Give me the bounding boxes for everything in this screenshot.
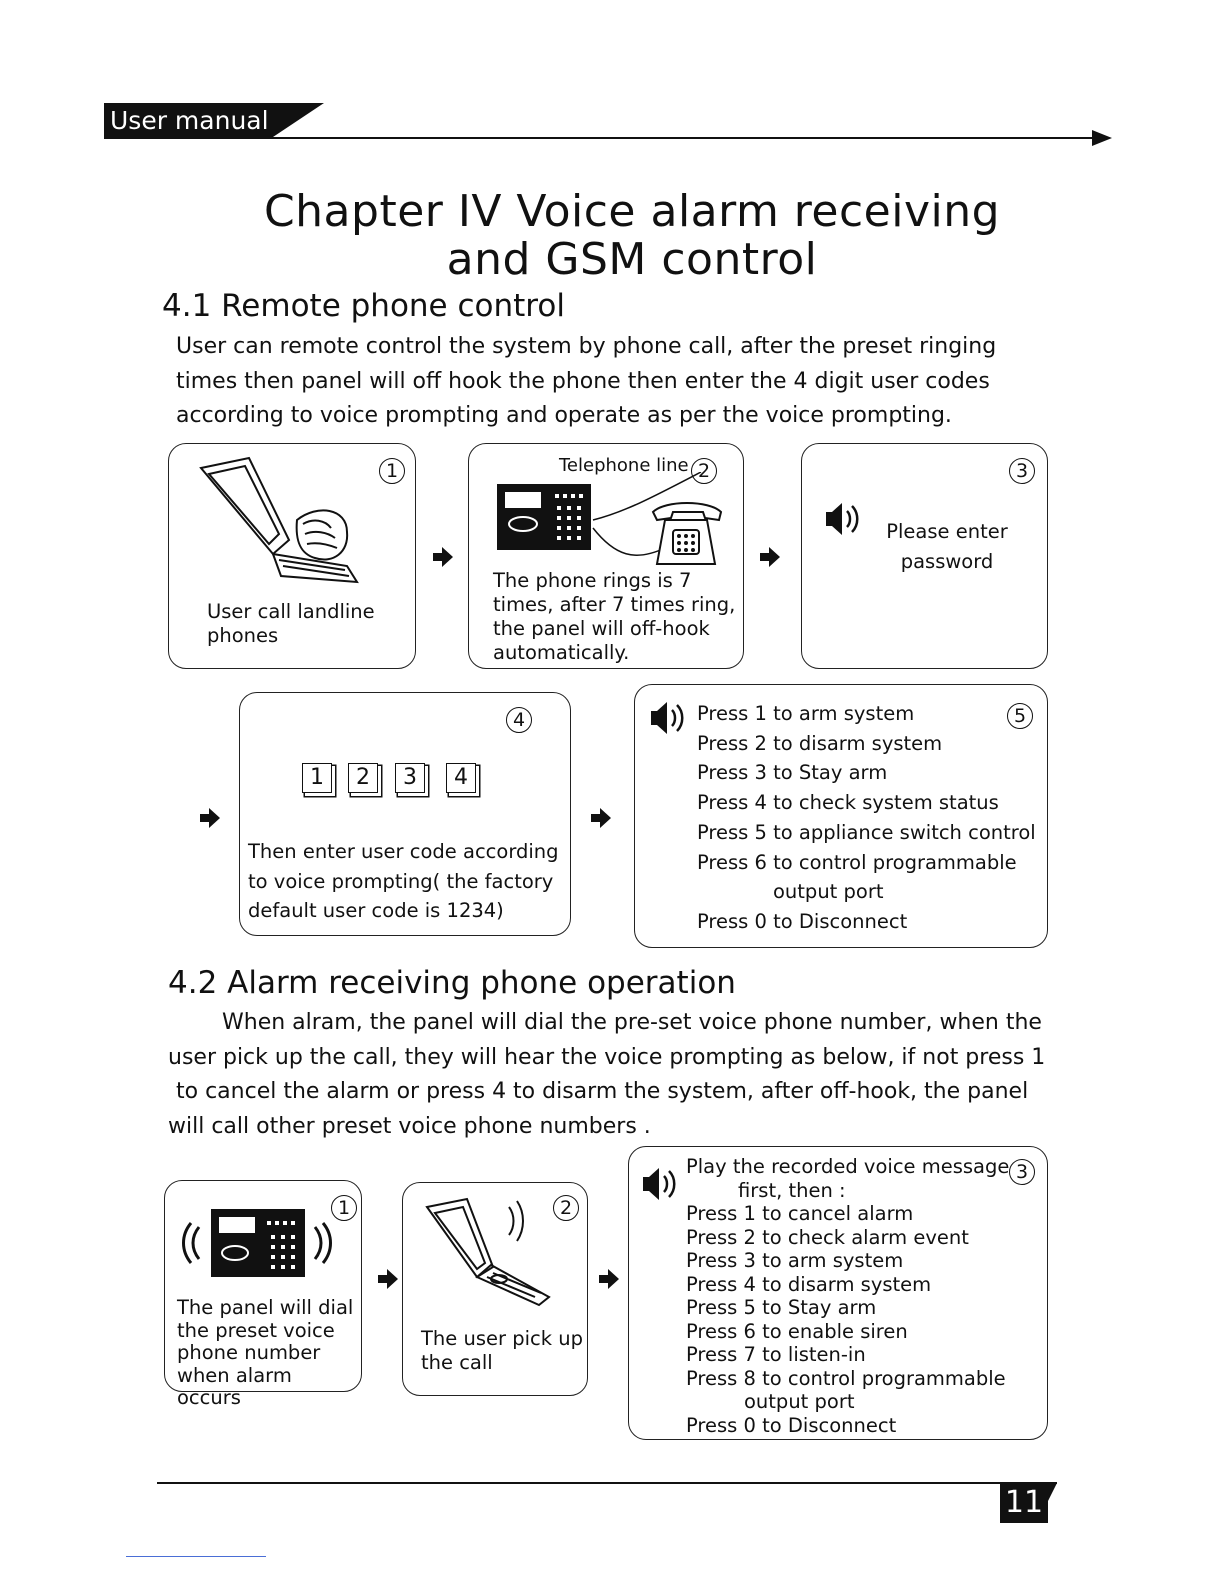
caption-line: The phone rings is 7 xyxy=(493,569,692,592)
menu-line: Press 6 to enable siren xyxy=(686,1319,908,1343)
flow-arrow-icon xyxy=(200,808,220,828)
alarm-panel-ringing-icon xyxy=(177,1201,337,1281)
menu-line: Press 3 to Stay arm xyxy=(697,761,888,785)
chapter-title-line2: and GSM control xyxy=(446,234,818,285)
page-number-wedge xyxy=(1047,1483,1057,1503)
paragraph-line: will call other preset voice phone numbers . xyxy=(168,1113,651,1139)
flow-arrow-icon xyxy=(760,547,780,567)
alarm-panel-telephone-icon xyxy=(495,472,725,572)
menu-line: Press 4 to disarm system xyxy=(686,1272,932,1296)
step-number: 5 xyxy=(1007,703,1033,729)
flow-arrow-icon xyxy=(599,1269,619,1289)
menu-line: Press 2 to disarm system xyxy=(697,731,943,755)
menu-line: output port xyxy=(744,1390,855,1413)
caption-line: Please enter xyxy=(886,520,1008,543)
step2-caption xyxy=(493,569,735,665)
menu-line: Press 3 to arm system xyxy=(686,1249,904,1272)
menu-line: Press 1 to cancel alarm xyxy=(686,1202,914,1225)
menu-line: Press 5 to appliance switch control xyxy=(697,820,1036,844)
bottom-link-underline xyxy=(126,1556,266,1557)
menu-line: Play the recorded voice message xyxy=(686,1155,1010,1178)
section-title-remote-control: 4.1 Remote phone control xyxy=(162,288,565,324)
menu-line: Press 2 to check alarm event xyxy=(686,1225,969,1249)
caption-line: phone number xyxy=(177,1341,321,1364)
alarm-step3-menu xyxy=(686,1155,1009,1437)
step-number: 3 xyxy=(1009,1159,1035,1185)
paragraph-line: When alram, the panel will dial the pre-set voice phone number, when the xyxy=(222,1010,1042,1035)
caption-line: automatically. xyxy=(493,641,630,664)
caption-line: times, after 7 times ring, xyxy=(493,593,736,616)
step-number: 3 xyxy=(1009,458,1035,484)
menu-line: Press 7 to listen-in xyxy=(686,1343,866,1366)
menu-line: Press 0 to Disconnect xyxy=(686,1413,897,1437)
header-rule xyxy=(104,137,1094,139)
step4-caption xyxy=(248,837,559,926)
flow-arrow-icon xyxy=(378,1269,398,1289)
alarm-step1-box xyxy=(164,1180,362,1409)
step-number: 2 xyxy=(553,1195,579,1221)
step-number: 1 xyxy=(331,1195,357,1221)
caption-line: the panel will off-hook xyxy=(493,617,710,640)
caption-line: when alarm occurs xyxy=(177,1363,292,1409)
alarm-step2-caption xyxy=(421,1327,583,1375)
menu-line: Press 8 to control programmable xyxy=(686,1366,1006,1390)
menu-line: output port xyxy=(773,880,884,904)
step3-caption xyxy=(842,520,1052,574)
caption-line: to voice prompting( the factory xyxy=(248,869,554,893)
step1-caption xyxy=(207,600,375,648)
step2-box xyxy=(468,443,744,669)
menu-line: Press 4 to check system status xyxy=(697,791,999,815)
caption-line: phones xyxy=(207,624,279,647)
paragraph-line: to cancel the alarm or press 4 to disarm the system, after off-hook, the panel xyxy=(176,1079,1029,1104)
caption-line: default user code is 1234) xyxy=(248,899,504,922)
step-number: 2 xyxy=(691,458,717,484)
menu-line: Press 6 to control programmable xyxy=(697,850,1017,874)
caption-line: The user pick up xyxy=(421,1327,583,1350)
alarm-step2-box xyxy=(402,1182,588,1396)
menu-line: Press 0 to Disconnect xyxy=(697,909,908,933)
paragraph-line: according to voice prompting and operate as per the voice prompting. xyxy=(176,403,952,428)
mobile-phone-hand-icon xyxy=(197,454,367,586)
caption-line: Then enter user code according xyxy=(248,840,559,863)
paragraph-line: times then panel will off hook the phone then enter the 4 digit user codes xyxy=(176,368,990,394)
step3-box xyxy=(801,443,1048,669)
mobile-phone-icon xyxy=(421,1193,561,1311)
keypad-key: 2 xyxy=(348,763,378,793)
keypad-key: 3 xyxy=(395,763,425,793)
caption-line: The panel will dial xyxy=(177,1296,354,1319)
section2-paragraph xyxy=(168,1006,1088,1144)
menu-line: first, then : xyxy=(738,1178,846,1202)
flow-arrow-icon xyxy=(433,547,453,567)
chapter-title-line1: Chapter IV Voice alarm receiving xyxy=(263,186,1001,237)
footer-rule xyxy=(157,1482,1057,1484)
paragraph-line: user pick up the call, they will hear the voice prompting as below, if not press 1 xyxy=(168,1044,1046,1070)
step1-box xyxy=(168,443,416,669)
page-number: 11 xyxy=(1000,1483,1048,1523)
step5-menu xyxy=(697,699,1036,937)
header-tab-wedge xyxy=(270,103,324,139)
keypad-key: 1 xyxy=(302,763,332,793)
caption-line: the preset voice xyxy=(177,1318,335,1342)
caption-line: User call landline xyxy=(207,600,375,623)
section-title-alarm-receiving: 4.2 Alarm receiving phone operation xyxy=(168,965,736,1001)
alarm-step1-caption xyxy=(177,1297,361,1410)
telephone-line-label: Telephone line xyxy=(559,455,689,476)
alarm-step3-box xyxy=(628,1146,1048,1440)
caption-line: the call xyxy=(421,1351,493,1374)
keypad-key: 4 xyxy=(446,763,476,793)
step5-box xyxy=(634,684,1048,948)
speaker-icon xyxy=(641,1165,681,1203)
step-number: 4 xyxy=(506,707,532,733)
menu-line: Press 5 to Stay arm xyxy=(686,1296,877,1319)
menu-line: Press 1 to arm system xyxy=(697,702,915,725)
flow-arrow-icon xyxy=(591,808,611,828)
step4-box xyxy=(239,692,571,936)
speaker-icon xyxy=(649,699,689,737)
section1-paragraph xyxy=(176,330,996,434)
paragraph-line: User can remote control the system by phone call, after the preset ringing xyxy=(176,334,997,359)
header-arrow-icon xyxy=(1092,130,1112,146)
caption-line: password xyxy=(900,550,994,573)
header-tab: User manual xyxy=(104,103,272,139)
step-number: 1 xyxy=(379,458,405,484)
